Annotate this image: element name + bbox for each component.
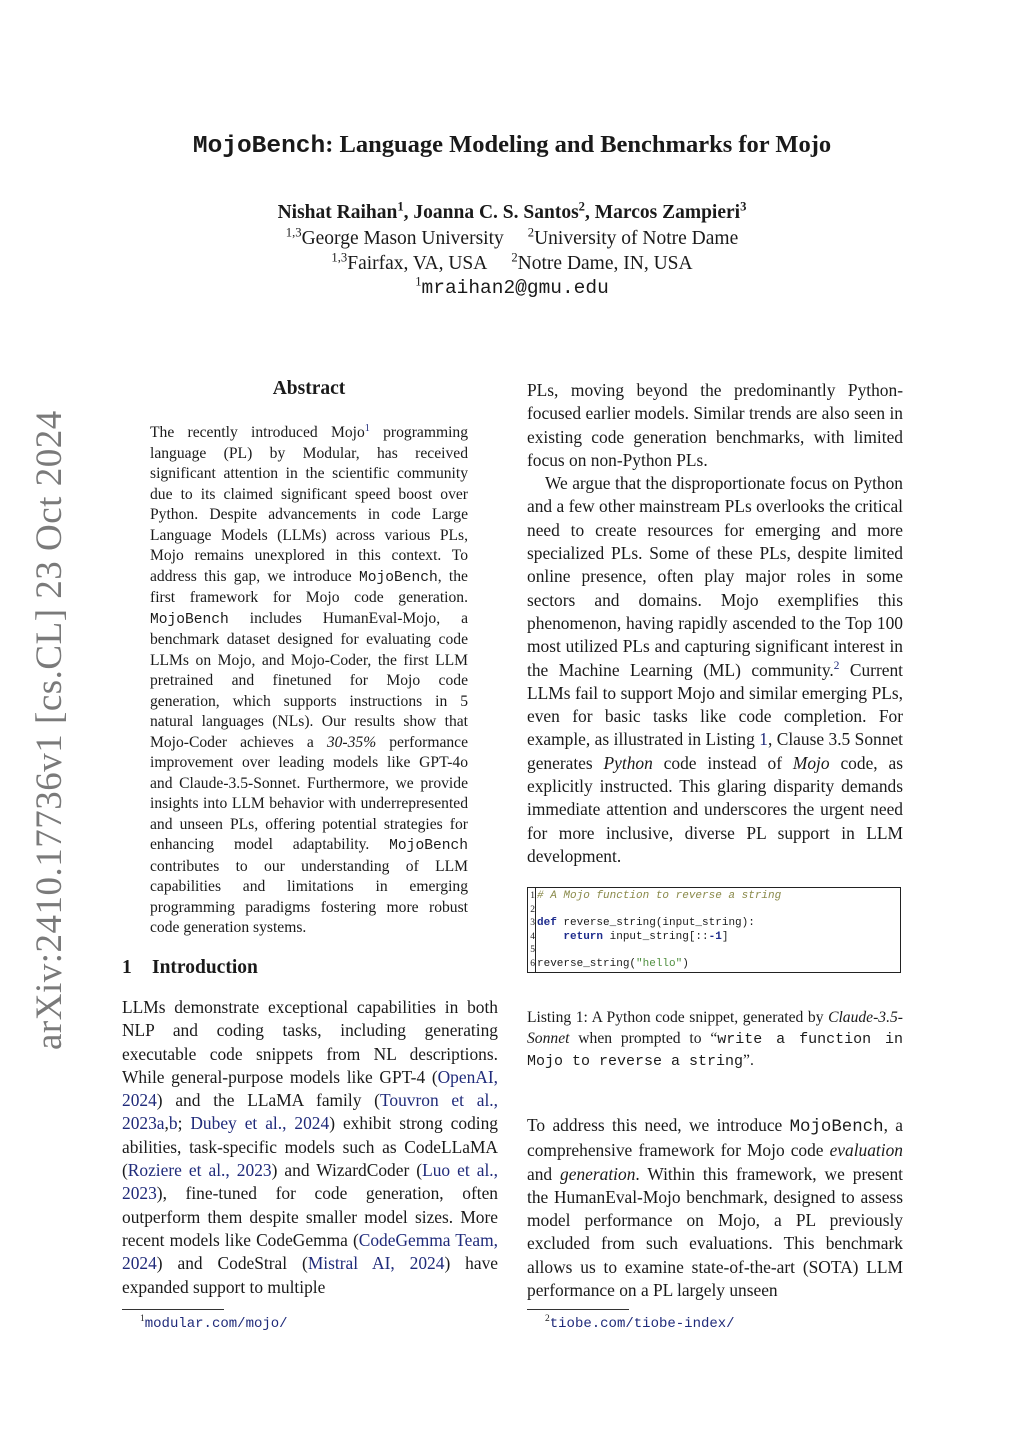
affiliation-line (0, 225, 1024, 250)
aff-sup: 1,3 (285, 225, 302, 240)
citation-link[interactable]: Dubey et al., 2024 (190, 1113, 330, 1134)
right-column-text-bottom (527, 1114, 903, 1302)
code-text: ) (682, 957, 689, 970)
email-text: mraihan2@gmu.edu (421, 277, 609, 299)
author-name: Nishat Raihan (277, 202, 398, 223)
title-rest: : Language Modeling and Benchmarks for Mojo (325, 131, 832, 158)
citation-link[interactable]: OpenAI, 2024 (122, 1066, 498, 1111)
code-listing (527, 887, 901, 973)
caption-text: when prompted to “ (569, 1029, 718, 1047)
citation-link[interactable]: Mistral AI, 2024 (307, 1253, 445, 1274)
caption-prompt: write a function in Mojo to reverse a string (527, 1030, 904, 1070)
author-sup: 1 (397, 199, 404, 214)
body-text: , a comprehensive framework for Mojo code (527, 1115, 903, 1161)
arxiv-identifier: arXiv:2410.17736v1 [cs.CL] 23 Oct 2024 (29, 410, 70, 1050)
body-text: , (164, 1113, 169, 1134)
aff-text: Fairfax, VA, USA (347, 253, 488, 274)
citation-link[interactable]: Luo et al., 2023 (122, 1160, 498, 1204)
affiliation-line (0, 250, 1024, 275)
body-text: and (527, 1163, 561, 1184)
code-line (528, 890, 900, 904)
section-number: 1 (122, 957, 132, 978)
paper-title (0, 131, 1024, 160)
code-line (528, 958, 900, 972)
abstract-text: contributes to our understanding of LLM capabilities and limitations in emerging programming paradigms fostering more robust code generation systems. (150, 857, 468, 936)
intro-paragraph (122, 996, 498, 1299)
body-text: We argue that the disproportionate focus on Python and a few other mainstream PLs overlooks the critical need to create resources for emerging and more specialized PLs. Some of these PLs, despite limited online presence, often play major roles in some sectors and domains. Mojo exemplifies this phenomenon, having rapidly ascended to the Top 100 most utilized PLs and capturing significant interest in the Machine Learning (ML) community. (527, 473, 903, 680)
citation-link[interactable]: CodeGemma Team, 2024 (122, 1229, 498, 1274)
body-text: ; (177, 1113, 191, 1134)
body-text: ) and WizardCoder ( (271, 1160, 423, 1181)
code-gutter-divider (535, 887, 536, 973)
line-number: 1 (530, 891, 535, 901)
section-title: Introduction (152, 957, 258, 978)
code-text: reverse_string(input_string): (556, 917, 755, 929)
abstract-text: , the first framework for Mojo code generation. (150, 567, 468, 606)
code-comment: # A Mojo function to reverse a string (537, 890, 782, 902)
body-text: To address this need, we introduce (527, 1115, 790, 1135)
body-text: ) have expanded support to multiple (122, 1253, 499, 1297)
mojobench-name: MojoBench (389, 838, 468, 854)
code-line (528, 904, 900, 918)
emphasis-mojo: Mojo (792, 752, 830, 773)
body-text: Current LLMs fail to support Mojo and similar emerging PLs, even for basic tasks like code completion. For example, as illustrated in Listing (527, 659, 903, 750)
code-line (528, 944, 900, 958)
body-text: ) and the LLaMA family ( (156, 1090, 380, 1111)
footnote-link[interactable]: tiobe.com/tiobe-index/ (549, 1316, 735, 1332)
aff-text: George Mason University (301, 228, 504, 249)
listing-ref-link[interactable]: 1 (759, 729, 768, 750)
abstract-text: performance improvement over leading models like GPT-4o and Claude-3.5-Sonnet. Furthermore, we provide insights into LLM behavior with underrepresented and unseen PLs, offering potential strategies for enhancing model adaptability. (150, 733, 469, 853)
email-sup: 1 (415, 274, 422, 289)
footnote-sup: 2 (545, 1314, 550, 1325)
listing-caption (527, 1008, 903, 1072)
improvement-pct: 30-35% (326, 733, 377, 751)
author-sup: 2 (578, 199, 585, 214)
footnote-sup: 1 (140, 1314, 145, 1325)
code-line (528, 931, 900, 945)
section-heading-introduction (122, 957, 258, 979)
code-text: input_string[:: (603, 930, 709, 943)
aff-sup: 1,3 (331, 250, 348, 265)
footnote-rule (527, 1309, 629, 1310)
code-keyword: def (537, 917, 557, 929)
footnote-ref[interactable]: 2 (833, 659, 840, 672)
body-text: ) and CodeStral ( (156, 1253, 308, 1274)
caption-text: ”. (743, 1051, 754, 1069)
code-text: ] (721, 930, 729, 943)
author-email (0, 274, 1024, 299)
footnote-rule (122, 1309, 224, 1310)
emphasis-generation: generation (560, 1163, 636, 1184)
abstract-text: includes HumanEval-Mojo, a benchmark dataset designed for evaluating code LLMs on Mojo, and Mojo-Coder, the first LLM pretrained and finetuned for Mojo code generation, which supports instructions in 5 natural languages (NLs). Our results show that Mojo-Coder achieves a (150, 609, 468, 751)
code-number: -1 (708, 930, 722, 943)
citation-link[interactable]: Touvron et al., 2023a (122, 1090, 498, 1134)
author-sup: 3 (740, 199, 747, 214)
mojobench-name: MojoBench (789, 1118, 884, 1137)
footnote-1 (140, 1315, 288, 1332)
body-text: . Within this framework, we present the HumanEval-Mojo benchmark, designed to assess model performance on Mojo, a PL previously excluded from such evaluations. This benchmark allows us to examine state-of-the-art (SOTA) LLM performance on a PL largely unseen (527, 1163, 903, 1301)
caption-model: Claude-3.5-Sonnet (527, 1009, 903, 1047)
footnote-2 (545, 1315, 735, 1332)
code-line (528, 917, 900, 931)
aff-sup: 2 (527, 225, 535, 240)
body-text: ) exhibit strong coding abilities, task-specific models such as CodeLLaMA ( (122, 1113, 498, 1181)
mojobench-name: MojoBench (150, 611, 229, 628)
code-string: "hello" (636, 957, 683, 970)
aff-text: Notre Dame, IN, USA (517, 253, 693, 274)
footnote-link[interactable]: modular.com/mojo/ (144, 1316, 288, 1332)
author-name: Marcos Zampieri (594, 202, 741, 223)
title-mono: MojoBench (192, 133, 326, 160)
line-number: 5 (530, 945, 535, 955)
body-text: , Clause 3.5 Sonnet generates (527, 729, 903, 773)
right-column-text (527, 379, 903, 868)
body-text: ), fine-tuned for code generation, often outperform them despite smaller model sizes. More recent models like CodeGemma ( (122, 1183, 498, 1250)
mojobench-name: MojoBench (358, 569, 438, 586)
footnote-ref[interactable]: 1 (364, 422, 370, 434)
caption-text: Listing 1: A Python code snippet, generated by (527, 1009, 829, 1026)
author-list: Nishat Raihan$^1$, Joanna C. S. Santos$^2$, Marcos Zampieri$^3$ (277, 199, 747, 223)
line-number: 3 (530, 918, 535, 928)
code-text: reverse_string( (537, 957, 637, 970)
emphasis-evaluation: evaluation (829, 1140, 903, 1161)
citation-link[interactable]: b (168, 1113, 178, 1134)
code-indent (537, 931, 563, 943)
line-number: 6 (530, 958, 535, 969)
aff-sup: 2 (511, 250, 518, 265)
citation-link[interactable]: Roziere et al., 2023 (127, 1160, 272, 1181)
aff-text: University of Notre Dame (534, 228, 739, 249)
code-keyword: return (563, 930, 604, 943)
paragraph: PLs, moving beyond the predominantly Python-focused earlier models. Similar trends are also seen in existing code generation benchmarks, with limited focus on non-Python PLs. (527, 380, 903, 470)
body-text: code instead of (652, 752, 793, 773)
author-name: Joanna C. S. Santos (413, 202, 579, 223)
line-number: 2 (530, 904, 535, 915)
body-text: code, as explicitly instructed. This glaring disparity demands immediate attention and underscores the urgent need for more inclusive, diverse PL support in LLM development. (527, 752, 904, 866)
line-number: 4 (530, 931, 535, 942)
abstract-text: The recently introduced Mojo (150, 424, 365, 441)
emphasis-python: Python (603, 752, 653, 773)
paragraph (527, 472, 903, 868)
abstract-body (150, 423, 468, 939)
abstract-heading: Abstract (272, 378, 346, 399)
abstract-text: programming language (PL) by Modular, has received significant attention in the scientific community due to its claimed significant speed boost over Python. Despite advancements in code Large Language Models (LLMs) across various PLs, Mojo remains unexplored in this context. To address this gap, we introduce (150, 424, 469, 585)
body-text: LLMs demonstrate exceptional capabilities in both NLP and coding tasks, including generating executable code snippets from NL descriptions. While general-purpose models like GPT-4 ( (122, 997, 498, 1087)
